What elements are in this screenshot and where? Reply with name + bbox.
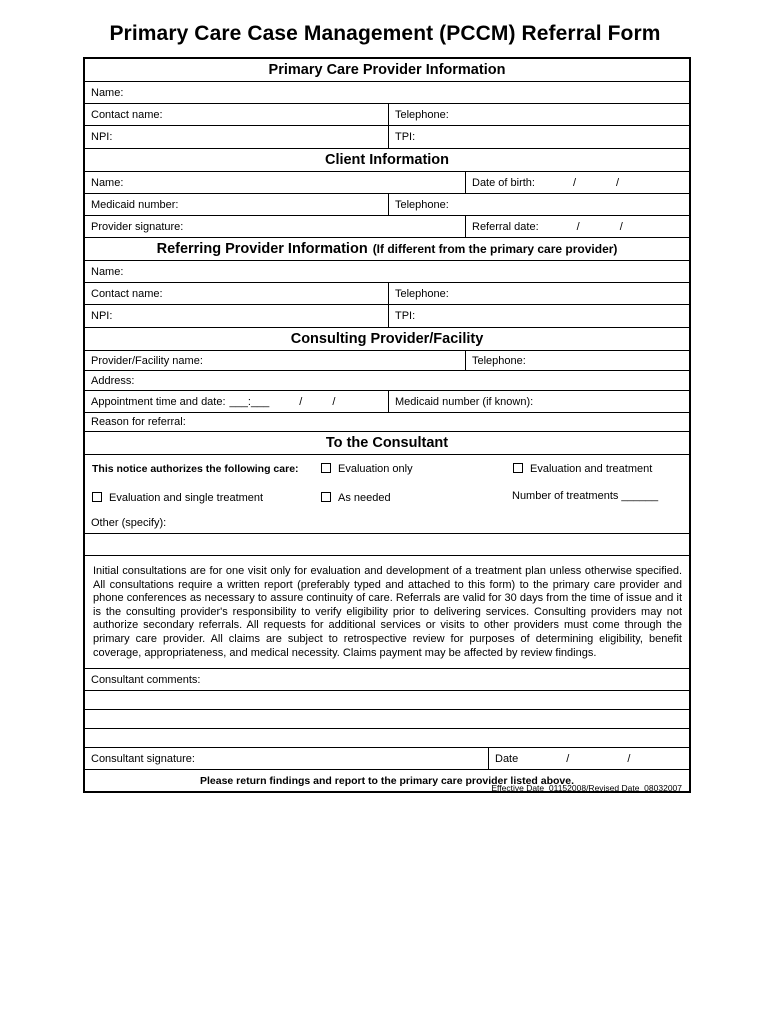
client-dob-slash-2: / [616,176,620,189]
pcp-npi-row [85,126,689,149]
checkbox-icon[interactable] [321,463,331,473]
facility-medicaid-field[interactable]: Medicaid number (if known): [388,391,689,412]
pcp-telephone-field[interactable]: Telephone: [388,104,689,125]
other-specify-row [85,513,689,534]
appointment-slash-1: / [299,395,303,408]
referral-date-field[interactable] [465,216,689,237]
option-eval-only[interactable] [321,455,413,484]
care-options-row-2 [85,484,689,513]
referral-form [83,57,691,793]
client-telephone-field[interactable]: Telephone: [388,194,689,215]
checkbox-icon[interactable] [321,492,331,502]
consultant-date-label: Date [495,752,519,765]
referring-name-field[interactable]: Name: [91,265,124,278]
referring-heading-note: (If different from the primary care provider) [372,242,618,256]
option-as-needed-label: As needed [338,492,391,504]
effective-date: Effective Date_01152008/Revised Date_08032007 [491,783,682,793]
option-as-needed[interactable] [321,484,391,513]
client-dob-label: Date of birth: [472,176,535,189]
consulting-appointment-row [85,391,689,413]
referral-date-slash-2: / [619,220,623,233]
referring-npi-row [85,305,689,328]
consultant-signature-field[interactable]: Consultant signature: [91,752,195,765]
option-eval-treatment-label: Evaluation and treatment [530,463,653,475]
consulting-facility-row [85,351,689,371]
checkbox-icon[interactable] [92,492,102,502]
referring-telephone-field[interactable]: Telephone: [388,283,689,304]
pcp-name-row [85,82,689,104]
client-medicaid-row [85,194,689,216]
facility-address-field[interactable]: Address: [91,374,135,387]
client-name-field[interactable]: Name: [91,176,124,189]
form-title: Primary Care Case Management (PCCM) Referral Form [109,22,661,45]
referring-heading [85,238,689,261]
referral-date-label: Referral date: [472,220,539,233]
client-dob-slash-1: / [572,176,577,189]
other-specify-line[interactable] [85,534,689,556]
provider-signature-field[interactable]: Provider signature: [91,220,184,233]
consultant-comments-row [85,669,689,691]
consultant-heading: To the Consultant [85,432,689,455]
appointment-slash-2: / [332,395,336,408]
consultant-date-field[interactable] [488,748,689,769]
care-options-row-1 [85,455,689,484]
number-of-treatments-field[interactable]: Number of treatments ______ [512,490,659,502]
consultant-signature-row [85,748,689,770]
referring-name-row [85,261,689,283]
checkbox-icon[interactable] [513,463,523,473]
appointment-time: ___:___ [229,395,270,408]
comments-line-2[interactable] [85,710,689,729]
pcp-contact-name-field[interactable]: Contact name: [91,108,163,121]
consulting-address-row [85,371,689,391]
referring-heading-title: Referring Provider Information [156,241,368,257]
referring-contact-row [85,283,689,305]
other-specify-field[interactable]: Other (specify): [91,517,167,529]
facility-name-field[interactable]: Provider/Facility name: [91,354,203,367]
return-instructions: Please return findings and report to the primary care provider listed above. [199,774,575,787]
consultant-date-slash-2: / [627,752,631,765]
consulting-heading: Consulting Provider/Facility [85,328,689,351]
comments-line-1[interactable] [85,691,689,710]
appointment-field[interactable] [85,391,388,412]
comments-line-3[interactable] [85,729,689,748]
option-eval-treatment[interactable] [513,455,652,484]
option-eval-single-label: Evaluation and single treatment [109,492,264,504]
notice-label: This notice authorizes the following care: [92,463,299,475]
pcp-npi-field[interactable]: NPI: [91,131,113,143]
pcp-tpi-field[interactable]: TPI: [388,126,689,148]
client-heading: Client Information [85,149,689,172]
client-dob-field[interactable] [465,172,689,193]
pcp-heading: Primary Care Provider Information [85,59,689,82]
appointment-label: Appointment time and date: [91,395,226,408]
option-eval-single[interactable] [92,484,263,513]
client-name-row [85,172,689,194]
consultation-terms-paragraph: Initial consultations are for one visit only for evaluation and development of a treatment plan unless otherwise specified. All consultations require a written report (preferably typed and attached to this form) to the primary care provider and phone conferences as necessary to assure continuity of care. Referrals are valid for 30 days from the time of issue and it is the consulting provider's responsibility to verify eligibility prior to delivering services. Consulting providers may not authorize secondary referrals. All requests for additional services or visits to other providers must come through the primary care provider. All claims are subject to retrospective review for purposes of determining eligibility, benefit coverage, appropriateness, and medical necessity. Claims payment may be affected by review findings. [85,556,689,669]
referring-tpi-field[interactable]: TPI: [388,305,689,327]
referral-date-slash-1: / [576,220,580,233]
client-medicaid-field[interactable]: Medicaid number: [91,198,179,211]
client-signature-row [85,216,689,238]
pcp-name-field[interactable]: Name: [91,86,124,99]
option-eval-only-label: Evaluation only [338,463,413,475]
consultant-date-slash-1: / [566,752,570,765]
consulting-reason-row [85,413,689,432]
reason-for-referral-field[interactable]: Reason for referral: [91,416,186,428]
consultant-comments-field[interactable]: Consultant comments: [91,673,201,686]
referring-contact-name-field[interactable]: Contact name: [91,287,163,300]
facility-telephone-field[interactable]: Telephone: [465,351,689,370]
pcp-contact-row [85,104,689,126]
referring-npi-field[interactable]: NPI: [91,310,113,322]
